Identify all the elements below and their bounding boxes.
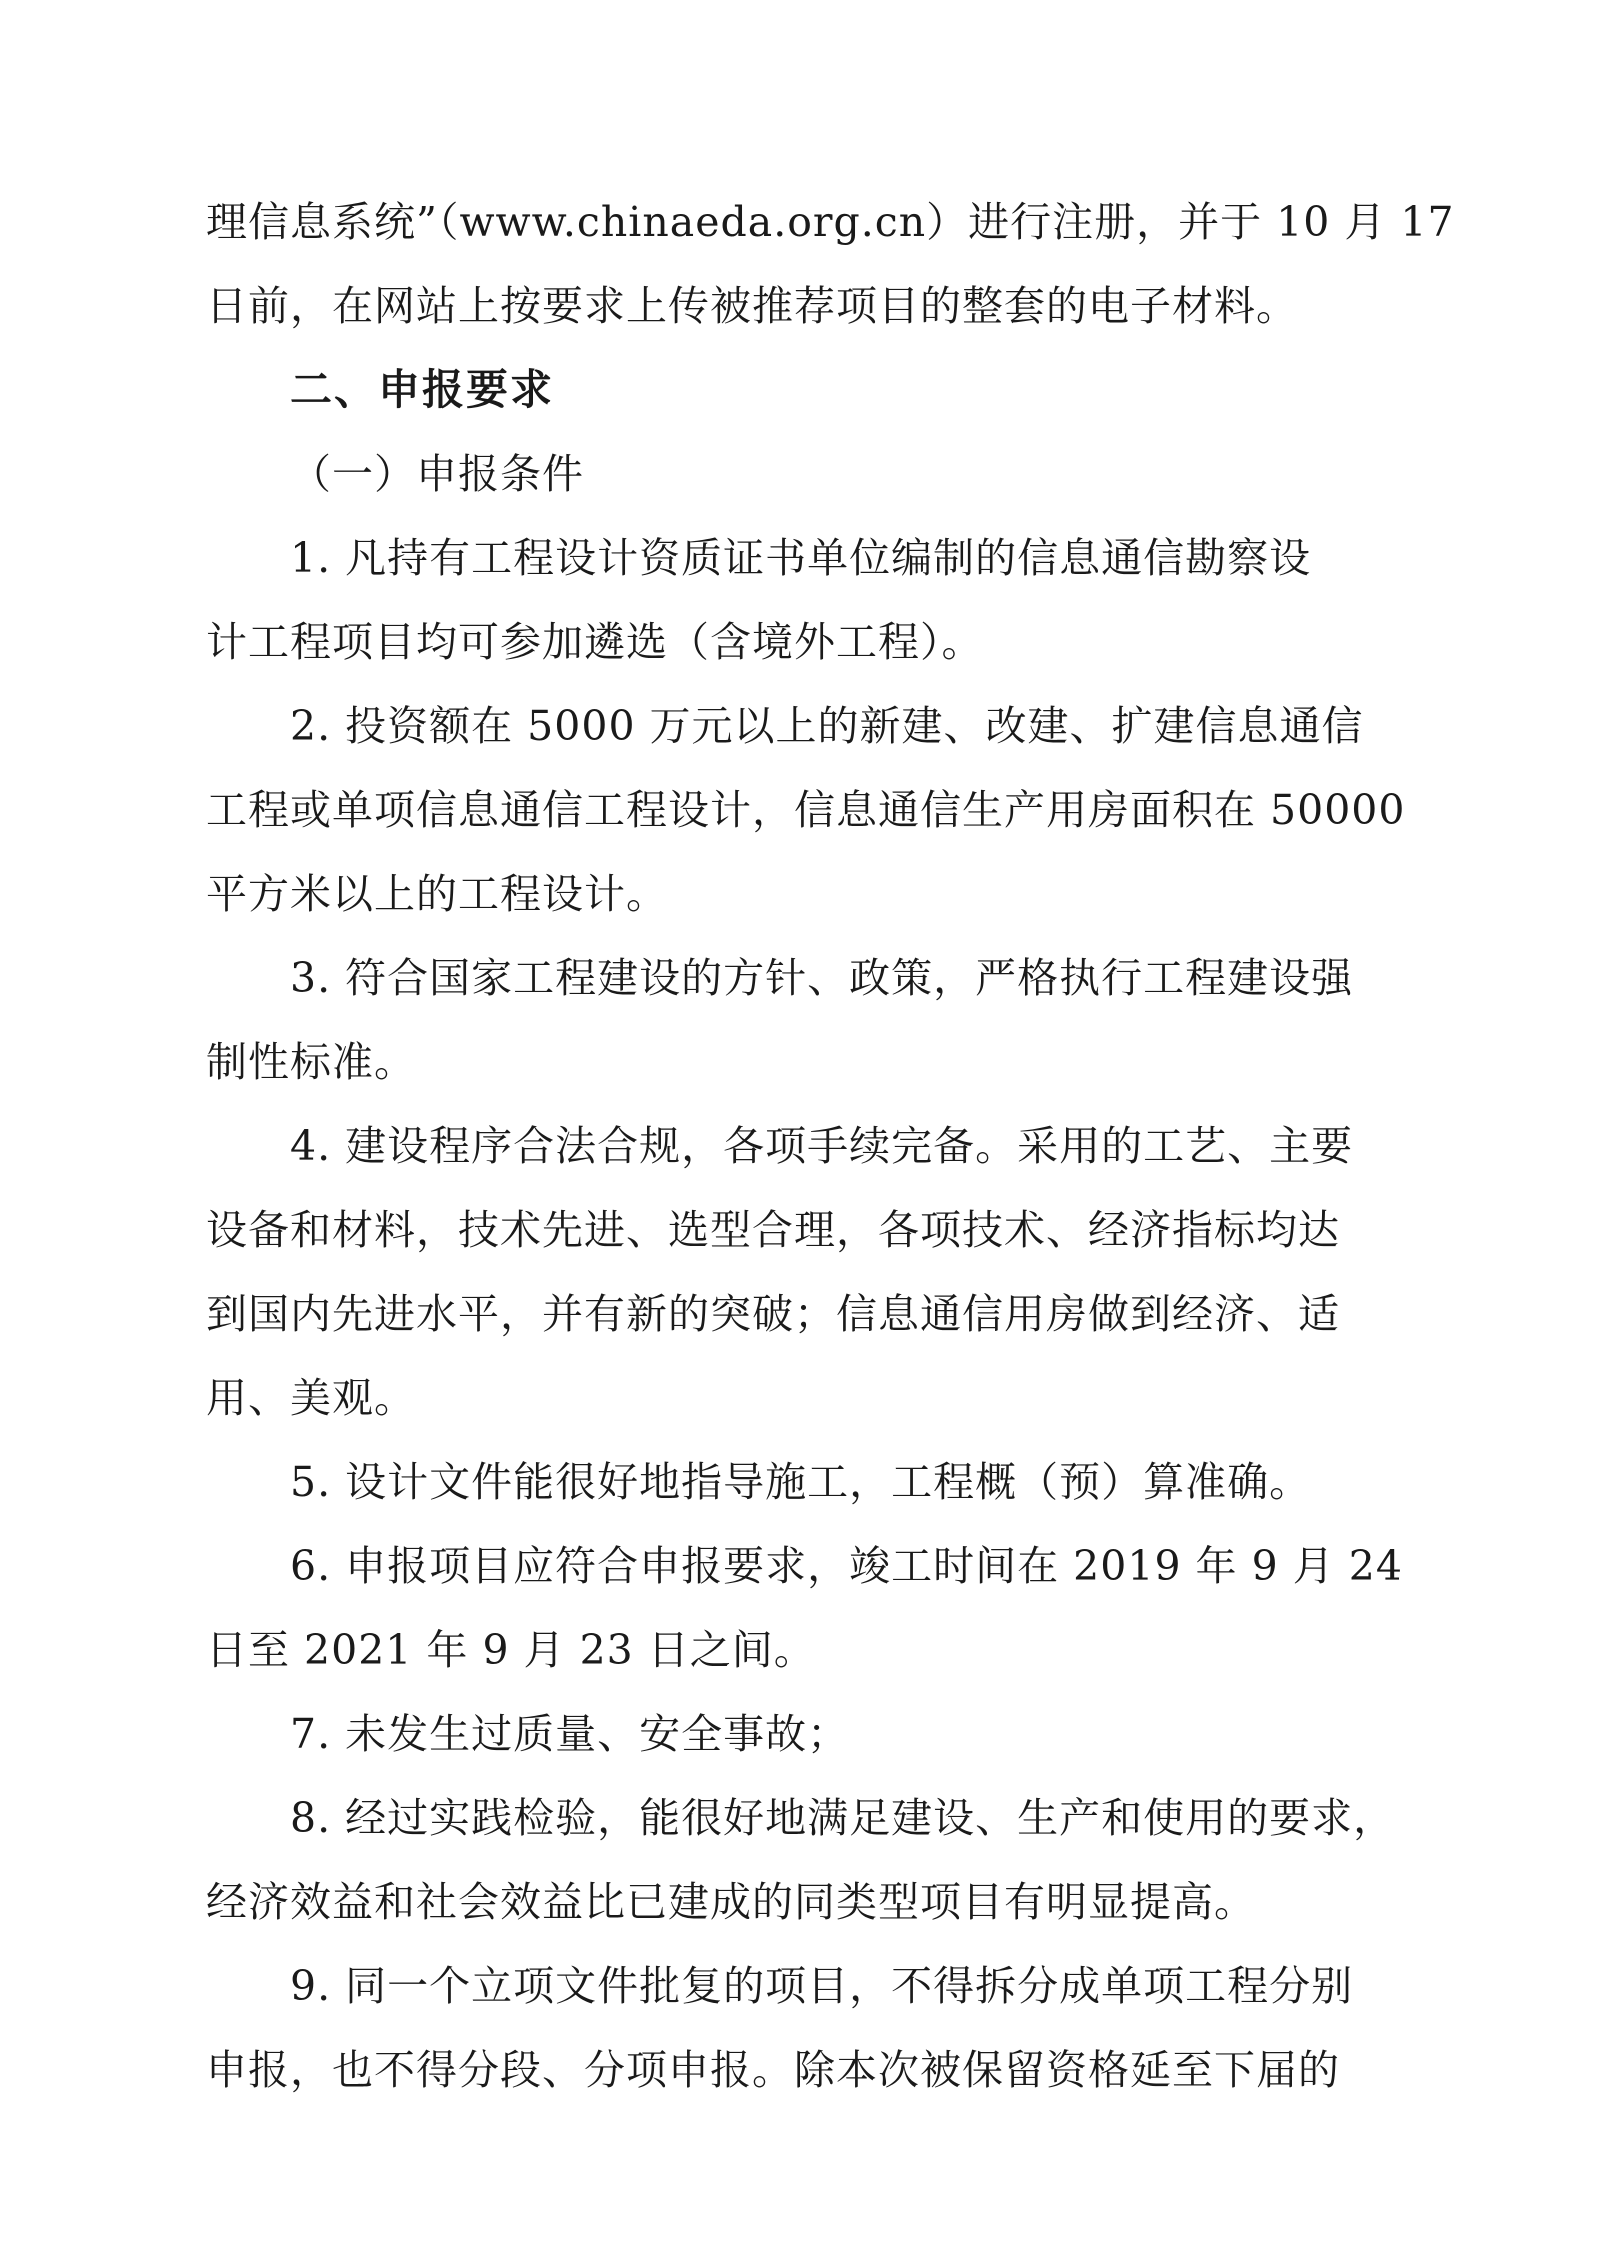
- item-2-line-3: 平方米以上的工程设计。: [206, 870, 668, 918]
- intro-paragraph: [206, 180, 1455, 348]
- item-6-line-1: 6. 申报项目应符合申报要求，竣工时间在 2019 年 9 月 24: [290, 1542, 1403, 1590]
- item-1-line-2: 计工程项目均可参加遴选（含境外工程）。: [206, 618, 984, 666]
- intro-line-2: 日前，在网站上按要求上传被推荐项目的整套的电子材料。: [206, 282, 1298, 330]
- section-heading: 二、申报要求: [290, 365, 555, 414]
- item-8: [206, 1776, 1396, 1944]
- item-7: [206, 1692, 1388, 1776]
- intro-line-1: 理信息系统”（www.chinaeda.org.cn）进行注册，并于 10 月 17: [206, 198, 1455, 246]
- item-2-line-2: 工程或单项信息通信工程设计，信息通信生产用房面积在 50000: [206, 786, 1406, 834]
- item-9-line-2: 申报，也不得分段、分项申报。除本次被保留资格延至下届的: [206, 2046, 1340, 2094]
- item-3-line-1: 3. 符合国家工程建设的方针、政策，严格执行工程建设强: [290, 954, 1354, 1002]
- item-4-line-3: 到国内先进水平，并有新的突破；信息通信用房做到经济、适: [206, 1290, 1340, 1338]
- item-6: [206, 1524, 1403, 1692]
- subsection-heading: （一）申报条件: [290, 450, 584, 498]
- item-2-line-1: 2. 投资额在 5000 万元以上的新建、改建、扩建信息通信: [290, 702, 1364, 750]
- item-4: [206, 1104, 1388, 1440]
- item-1-line-1: 1. 凡持有工程设计资质证书单位编制的信息通信勘察设: [290, 534, 1312, 582]
- item-5: [206, 1440, 1388, 1524]
- item-5-line-1: 5. 设计文件能很好地指导施工，工程概（预）算准确。: [290, 1458, 1312, 1506]
- item-9-line-1: 9. 同一个立项文件批复的项目，不得拆分成单项工程分别: [290, 1962, 1354, 2010]
- item-4-line-1: 4. 建设程序合法合规，各项手续完备。采用的工艺、主要: [290, 1122, 1354, 1170]
- item-4-line-4: 用、美观。: [206, 1374, 416, 1422]
- item-8-line-1: 8. 经过实践检验，能很好地满足建设、生产和使用的要求，: [290, 1794, 1396, 1842]
- item-2: [206, 684, 1406, 936]
- item-3-line-2: 制性标准。: [206, 1038, 416, 1086]
- item-6-line-2: 日至 2021 年 9 月 23 日之间。: [206, 1626, 816, 1674]
- item-3: [206, 936, 1388, 1104]
- item-8-line-2: 经济效益和社会效益比已建成的同类型项目有明显提高。: [206, 1878, 1256, 1926]
- item-1: [206, 516, 1388, 684]
- document-body: [206, 180, 1455, 2112]
- item-4-line-2: 设备和材料，技术先进、选型合理，各项技术、经济指标均达: [206, 1206, 1340, 1254]
- item-7-line-1: 7. 未发生过质量、安全事故；: [290, 1710, 850, 1758]
- item-9: [206, 1944, 1388, 2112]
